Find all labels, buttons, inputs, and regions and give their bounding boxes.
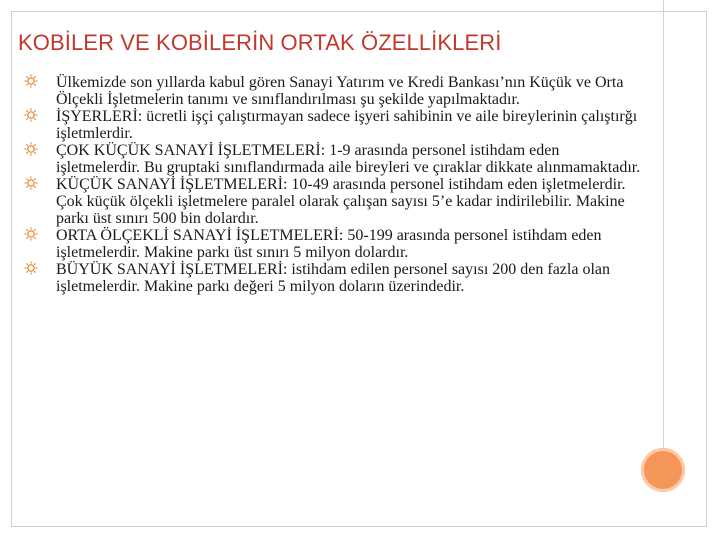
bullet-item — [56, 142, 642, 176]
bullet-list — [56, 74, 642, 295]
sun-bullet-icon — [24, 142, 38, 156]
bullet-item — [56, 261, 642, 295]
bullet-item — [56, 74, 642, 108]
decorative-circle — [641, 448, 685, 492]
decorative-vertical-line — [663, 0, 664, 448]
bullet-item — [56, 227, 642, 261]
bullet-text: BÜYÜK SANAYİ İŞLETMELERİ: istihdam edilen personel sayısı 200 den fazla olan işletmelerdir. Makine parkı değeri 5 milyon doların üzerindedir. — [56, 261, 610, 295]
sun-bullet-icon — [24, 261, 38, 275]
bullet-text: KÜÇÜK SANAYİ İŞLETMELERİ: 10-49 arasında personel istihdam eden işletmelerdir. Çok küçük ölçekli işletmelere paralel olarak çalışan sayısı 5’e kadar indirilebilir. Makine parkı üst sınırı 500 bin dolardır. — [56, 176, 626, 227]
slide-title: KOBİLER VE KOBİLERİN ORTAK ÖZELLİKLERİ — [18, 30, 502, 55]
bullet-text: ORTA ÖLÇEKLİ SANAYİ İŞLETMELERİ: 50-199 arasında personel istihdam eden işletmelerdir. Makine parkı üst sınırı 5 milyon dolardır. — [56, 227, 602, 261]
bullet-text: İŞYERLERİ: ücretli işçi çalıştırmayan sadece işyeri sahibinin ve aile bireylerinin çalıştırğı işletmlerdir. — [56, 108, 638, 142]
bullet-item — [56, 176, 642, 227]
bullet-text: ÇOK KÜÇÜK SANAYİ İŞLETMELERİ: 1-9 arasında personel istihdam eden işletmelerdir. Bu gruptaki sınıflandırmada aile bireyleri ve çıraklar dikkate alınmamaktadır. — [56, 142, 641, 176]
sun-bullet-icon — [24, 176, 38, 190]
sun-bullet-icon — [24, 74, 38, 88]
bullet-text: Ülkemizde son yıllarda kabul gören Sanayi Yatırım ve Kredi Bankası’nın Küçük ve Orta Ölçekli İşletmelerin tanımı ve sınıflandırılması şu şekilde yapılmaktadır. — [56, 74, 624, 108]
bullet-item — [56, 108, 642, 142]
sun-bullet-icon — [24, 108, 38, 122]
sun-bullet-icon — [24, 227, 38, 241]
